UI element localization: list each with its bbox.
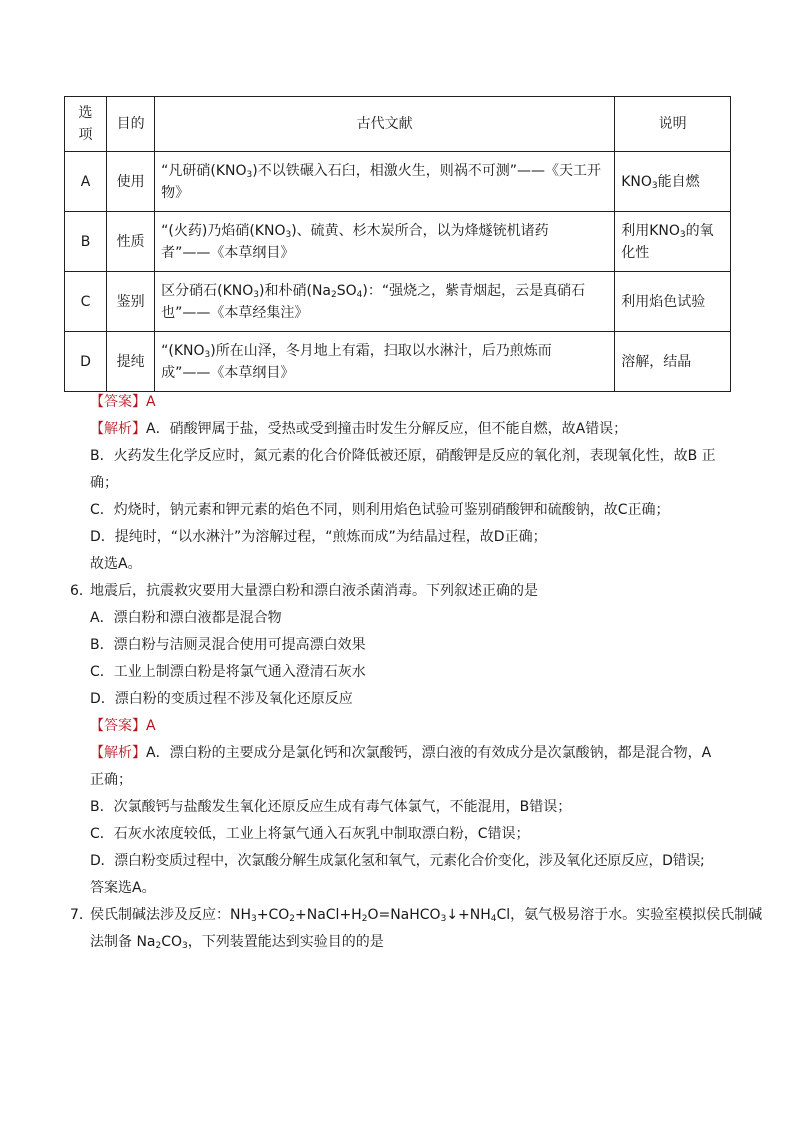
question-7: [70, 902, 763, 956]
q6-option-d: D．漂白粉的变质过程不涉及氧化还原反应: [90, 691, 353, 707]
q7-stem-line-1: 7．侯氏制碱法涉及反应：$NH_3+CO_2+NaCl+H_2O=NaHCO_3↓+NH_4Cl$，氨气极易溶于水。实验室模拟侯氏制碱: [70, 902, 730, 929]
q6-option-a: A．漂白粉和漂白液都是混合物: [90, 610, 282, 626]
q6-analysis-a-cont: 正确；: [90, 772, 132, 788]
analysis-label: 【解析】: [90, 745, 146, 761]
q6-analysis-a: 【解析】A．漂白粉的主要成分是氯化钙和次氯酸钙，漂白液的有效成分是次氯酸钠，都是混合物，A: [90, 745, 712, 761]
row-literature: “$(KNO_3)$所在山泽，冬月地上有霜，扫取以水淋汁，后乃煎炼而 成”——《本草纲目》: [155, 332, 615, 392]
row-literature: “凡研硝$(KNO_3)$不以铁碾入石臼，相激火生，则祸不可测”——《天工开 物》: [155, 152, 615, 212]
row-note: 溶解，结晶: [615, 332, 731, 392]
q5-answer: [90, 389, 730, 416]
q5-analysis-b-cont: 确；: [90, 475, 118, 491]
q6-conclusion: 答案选A。: [90, 880, 156, 896]
q6-analysis-c: C．石灰水浓度较低，工业上将氯气通入石灰乳中制取漂白粉，C错误；: [90, 826, 530, 842]
answer-label: 【答案】: [90, 394, 146, 410]
reference-table: [64, 96, 731, 392]
row-note: $KNO_3$能自燃: [615, 152, 731, 212]
q6-answer: [70, 713, 730, 740]
row-goal: 使用: [107, 152, 155, 212]
row-option: A: [65, 152, 107, 212]
header-note: 说明: [615, 97, 731, 152]
q5-analysis-b: B．火药发生化学反应时，氮元素的化合价降低被还原，硝酸钾是反应的氧化剂，表现氧化性，故B 正: [90, 448, 716, 464]
table-row: [65, 272, 731, 332]
q6-analysis-d: D．漂白粉变质过程中，次氯酸分解生成氯化氢和氧气，元素化合价变化，涉及氧化还原反应，D错误;: [90, 853, 705, 869]
question-6: [70, 578, 730, 902]
table-row: [65, 332, 731, 392]
row-goal: 提纯: [107, 332, 155, 392]
answer-value: A: [146, 394, 156, 410]
table-row: [65, 152, 731, 212]
q6-stem: 6．地震后，抗震救灾要用大量漂白粉和漂白液杀菌消毒。下列叙述正确的是: [70, 578, 730, 605]
row-note: 利用$KNO_3$的氧 化性: [615, 212, 731, 272]
row-note: 利用焰色试验: [615, 272, 731, 332]
row-option: B: [65, 212, 107, 272]
q5-answer-analysis: [90, 389, 730, 578]
question-number: 6．: [70, 583, 93, 599]
q7-stem-line-2: 法制备 $Na_2CO_3$，下列装置能达到实验目的的是: [90, 934, 384, 951]
analysis-label: 【解析】: [90, 421, 146, 437]
row-goal: 性质: [107, 212, 155, 272]
header-literature: 古代文献: [155, 97, 615, 152]
answer-label: 【答案】: [90, 718, 146, 734]
header-goal: 目的: [107, 97, 155, 152]
row-option: D: [65, 332, 107, 392]
q6-analysis-b: B．次氯酸钙与盐酸发生氧化还原反应生成有毒气体氯气，不能混用，B错误；: [90, 799, 572, 815]
row-literature: “(火药)乃焰硝$(KNO_3)$、硫黄、杉木炭所合，以为烽燧铳机诸药 者”——《本草纲目》: [155, 212, 615, 272]
header-option: 选 项: [65, 97, 107, 152]
q6-option-c: C．工业上制漂白粉是将氯气通入澄清石灰水: [90, 664, 366, 680]
q5-conclusion: 故选A。: [90, 556, 142, 572]
q6-option-b: B．漂白粉与洁厕灵混合使用可提高漂白效果: [90, 637, 366, 653]
q5-analysis-d: D．提纯时，“以水淋汁”为溶解过程，“煎炼而成”为结晶过程，故D正确；: [90, 529, 547, 545]
row-option: C: [65, 272, 107, 332]
question-number: 7．: [70, 907, 93, 923]
table-row: [65, 212, 731, 272]
table-header-row: [65, 97, 731, 152]
answer-value: A: [146, 718, 156, 734]
q5-analysis-c: C．灼烧时，钠元素和钾元素的焰色不同，则利用焰色试验可鉴别硝酸钾和硫酸钠，故C正确；: [90, 502, 670, 518]
row-goal: 鉴别: [107, 272, 155, 332]
q5-analysis-a: 【解析】A．硝酸钾属于盐，受热或受到撞击时发生分解反应，但不能自燃，故A错误；: [90, 421, 628, 437]
row-literature: 区分硝石$(KNO_3)$和朴硝$(Na_2SO_4)$：“强烧之，紫青烟起，云是真硝石 也”——《本草经集注》: [155, 272, 615, 332]
